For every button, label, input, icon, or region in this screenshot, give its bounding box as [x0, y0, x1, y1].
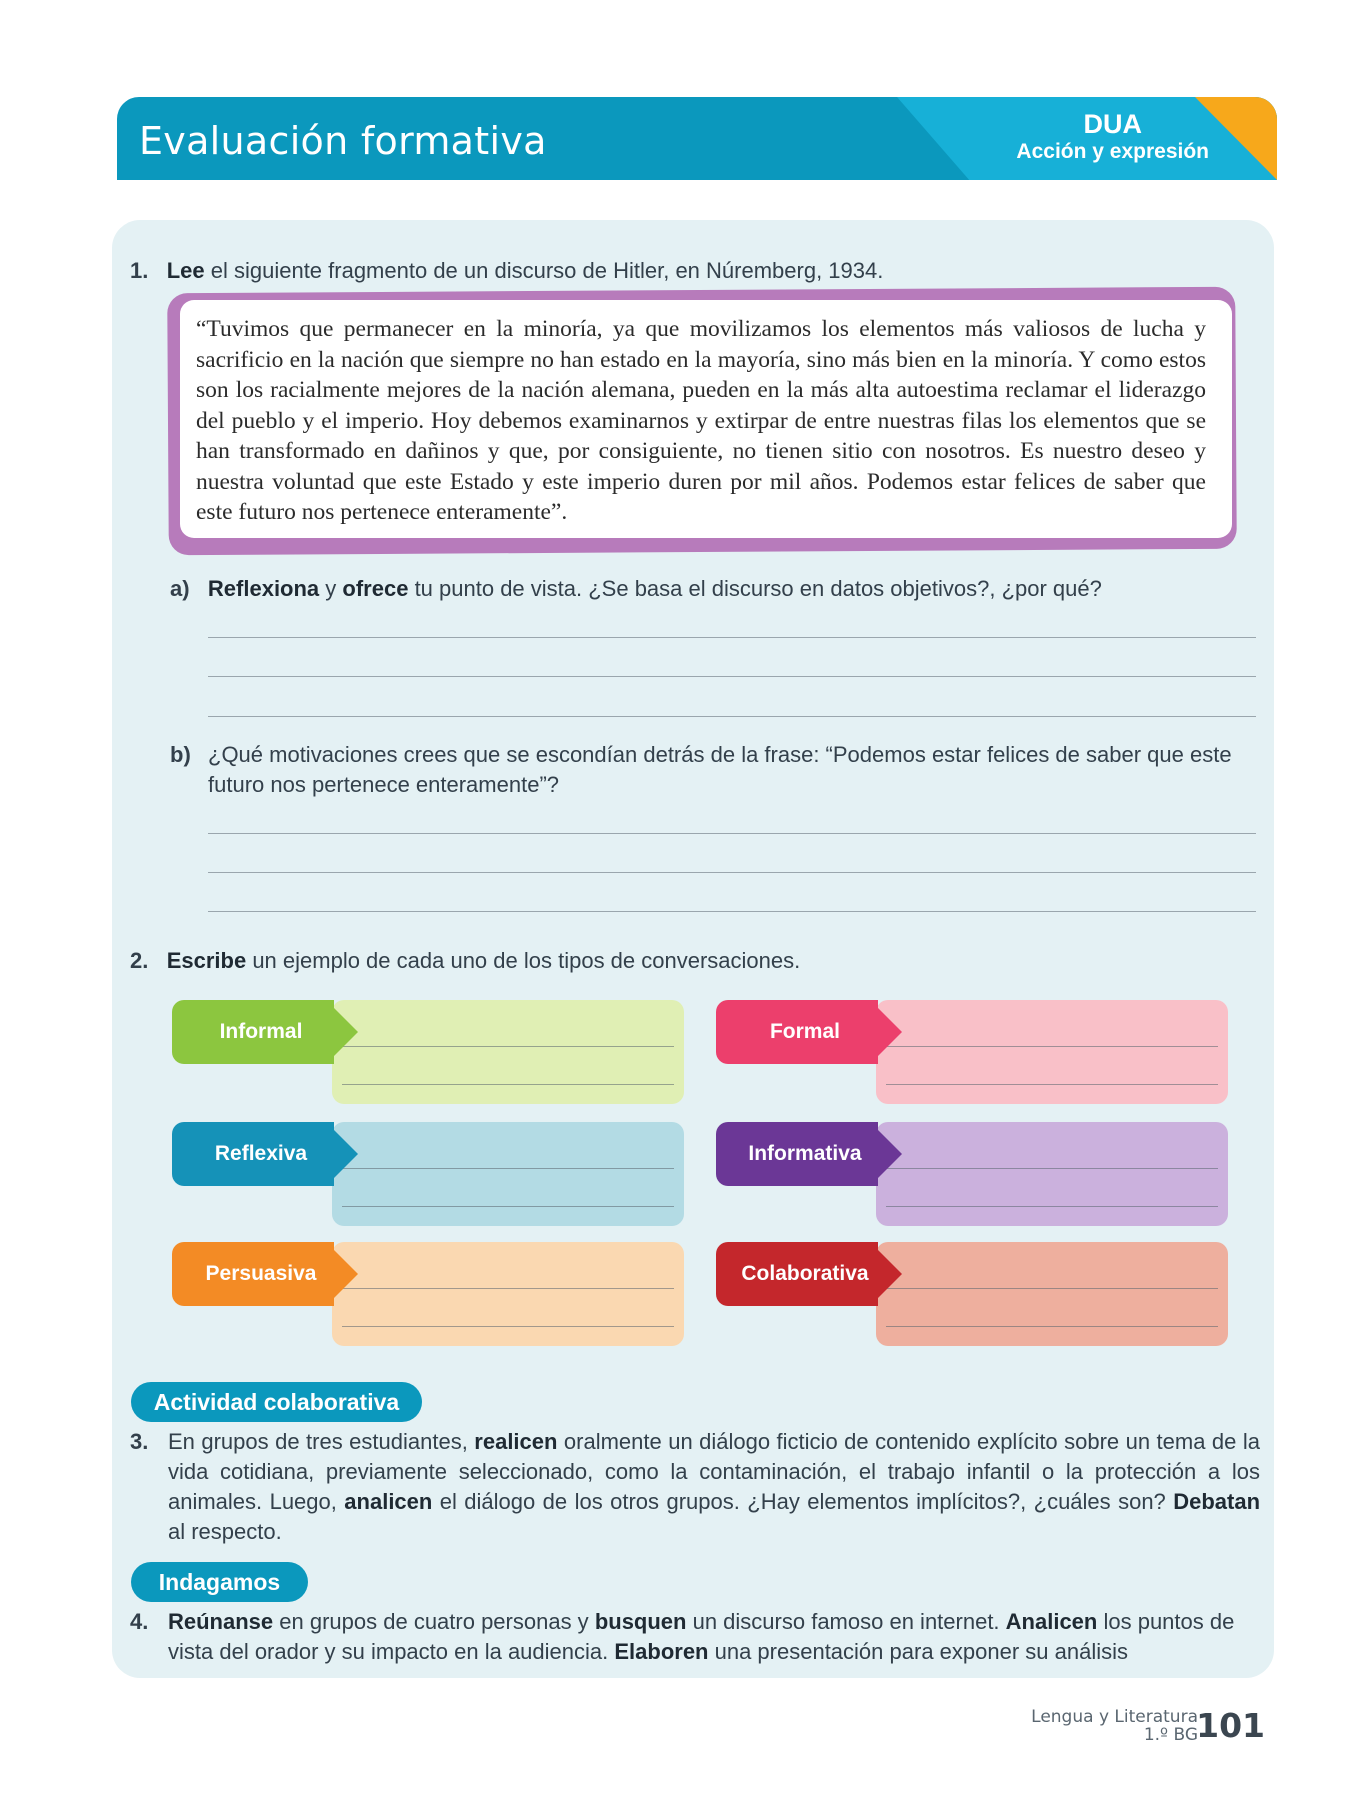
text-run: en grupos de cuatro personas y: [273, 1609, 595, 1634]
answer-line[interactable]: [208, 676, 1256, 677]
card-label-formal: [716, 1000, 878, 1064]
card-answer-box[interactable]: [876, 1242, 1228, 1346]
answer-line[interactable]: [342, 1046, 674, 1047]
question-verb: realicen: [474, 1429, 558, 1454]
card-label-colaborativa: [716, 1242, 878, 1306]
page-number: 101: [1196, 1706, 1265, 1745]
question-4: [130, 1607, 1260, 1667]
question-verb: Escribe: [166, 948, 247, 973]
answer-line[interactable]: [342, 1206, 674, 1207]
answer-line[interactable]: [208, 872, 1256, 873]
text-run: un discurso famoso en internet.: [686, 1609, 1006, 1634]
card-answer-box[interactable]: [332, 1242, 684, 1346]
card-label-persuasiva: [172, 1242, 334, 1306]
card-label-text: Informativa: [748, 1142, 862, 1165]
question-number: 3.: [130, 1429, 149, 1454]
question-verb: Debatan: [1173, 1489, 1261, 1514]
dua-badge: [1016, 110, 1209, 166]
card-answer-box[interactable]: [876, 1122, 1228, 1226]
question-text: el siguiente fragmento de un discurso de Hitler, en Núremberg, 1934.: [204, 258, 884, 283]
question-verb: Lee: [166, 258, 205, 283]
question-verb: analicen: [344, 1489, 433, 1514]
answer-line[interactable]: [886, 1326, 1218, 1327]
card-label-informativa: [716, 1122, 878, 1186]
card-label-text: Colaborativa: [741, 1262, 869, 1285]
question-verb: Elaboren: [614, 1639, 709, 1664]
card-label-informal: [172, 1000, 334, 1064]
header-banner: [117, 97, 1277, 180]
card-answer-box[interactable]: [332, 1122, 684, 1226]
answer-line[interactable]: [886, 1084, 1218, 1085]
sub-letter: a): [170, 576, 190, 601]
collab-pill: Actividad colaborativa: [131, 1382, 422, 1422]
answer-line[interactable]: [886, 1288, 1218, 1289]
subject-name: Lengua y Literatura: [1031, 1707, 1198, 1727]
speech-quote: “Tuvimos que permanecer en la minoría, ya que movilizamos los elementos más valiosos de lucha y sacrificio en la nación que siempre no han estado en la mayoría, sino más bien en la minoría. Y como estos son los racialmente mejores de la nación alemana, pueden en la más alta autoestima reclamar el liderazgo del pueblo y el imperio. Hoy debemos examinarnos y extirpar de entre nuestras filas los elementos que se han transformado en dañinos y que, por consiguiente, no tienen sitio con nosotros. Es nuestro deseo y nuestra voluntad que este Estado y este imperio duren por mil años. Podemos estar felices de saber que este futuro nos pertenece enteramente”.: [180, 300, 1232, 538]
card-label-text: Informal: [219, 1020, 303, 1043]
answer-line[interactable]: [208, 716, 1256, 717]
answer-line[interactable]: [886, 1046, 1218, 1047]
sub-letter: b): [170, 742, 191, 767]
indagamos-pill: Indagamos: [131, 1562, 308, 1602]
question-1b: [170, 740, 1240, 800]
question-verb: busquen: [594, 1609, 687, 1634]
question-2: [130, 946, 800, 976]
answer-line[interactable]: [342, 1168, 674, 1169]
question-number: 2.: [130, 948, 149, 973]
card-label-reflexiva: [172, 1122, 334, 1186]
question-text: un ejemplo de cada uno de los tipos de conversaciones.: [246, 948, 801, 973]
question-text: [168, 1607, 1260, 1667]
card-answer-box[interactable]: [332, 1000, 684, 1104]
card-answer-box[interactable]: [876, 1000, 1228, 1104]
sub-text: tu punto de vista. ¿Se basa el discurso en datos objetivos?, ¿por qué?: [408, 576, 1102, 601]
sub-conj: y: [319, 576, 343, 601]
answer-line[interactable]: [208, 637, 1256, 638]
sub-verb: Reflexiona: [207, 576, 320, 601]
answer-line[interactable]: [342, 1288, 674, 1289]
grade-label: 1.º BG: [1143, 1725, 1198, 1745]
text-run: el diálogo de los otros grupos. ¿Hay elementos implícitos?, ¿cuáles son?: [432, 1489, 1174, 1514]
question-1: [130, 256, 883, 286]
text-run: oralmente un diálogo ficticio de contenido explícito sobre un tema de la vida cotidiana, previamente seleccionado, como la contaminación, el trabajo infantil o la protección a los animales. Luego,: [168, 1429, 1260, 1514]
sub-verb: ofrece: [342, 576, 409, 601]
answer-line[interactable]: [208, 833, 1256, 834]
answer-line[interactable]: [886, 1168, 1218, 1169]
answer-line[interactable]: [208, 911, 1256, 912]
footer-subject: [1031, 1708, 1198, 1744]
text-run: al respecto.: [168, 1519, 282, 1544]
dua-subtitle: Acción y expresión: [1016, 140, 1209, 163]
text-run: En grupos de tres estudiantes,: [168, 1429, 475, 1454]
question-number: 4.: [130, 1609, 149, 1634]
card-label-text: Formal: [769, 1020, 840, 1043]
question-verb: Analicen: [1005, 1609, 1098, 1634]
text-run: una presentación para exponer su análisis: [708, 1639, 1128, 1664]
answer-line[interactable]: [342, 1326, 674, 1327]
dua-label: DUA: [1083, 109, 1142, 139]
question-1a: [170, 574, 1250, 604]
card-label-text: Reflexiva: [214, 1142, 308, 1165]
page-title: Evaluación formativa: [139, 119, 547, 163]
card-label-text: Persuasiva: [205, 1262, 317, 1285]
answer-line[interactable]: [342, 1084, 674, 1085]
question-3: [130, 1427, 1260, 1547]
sub-text: ¿Qué motivaciones crees que se escondían detrás de la frase: “Podemos estar felices de saber que este futuro nos pertenece enteramente”?: [208, 742, 1232, 797]
answer-line[interactable]: [886, 1206, 1218, 1207]
question-verb: Reúnanse: [168, 1609, 274, 1634]
question-text: [168, 1427, 1260, 1547]
text-run: los puntos de vista del orador y su impacto en la audiencia.: [168, 1609, 1235, 1664]
question-number: 1.: [130, 258, 149, 283]
